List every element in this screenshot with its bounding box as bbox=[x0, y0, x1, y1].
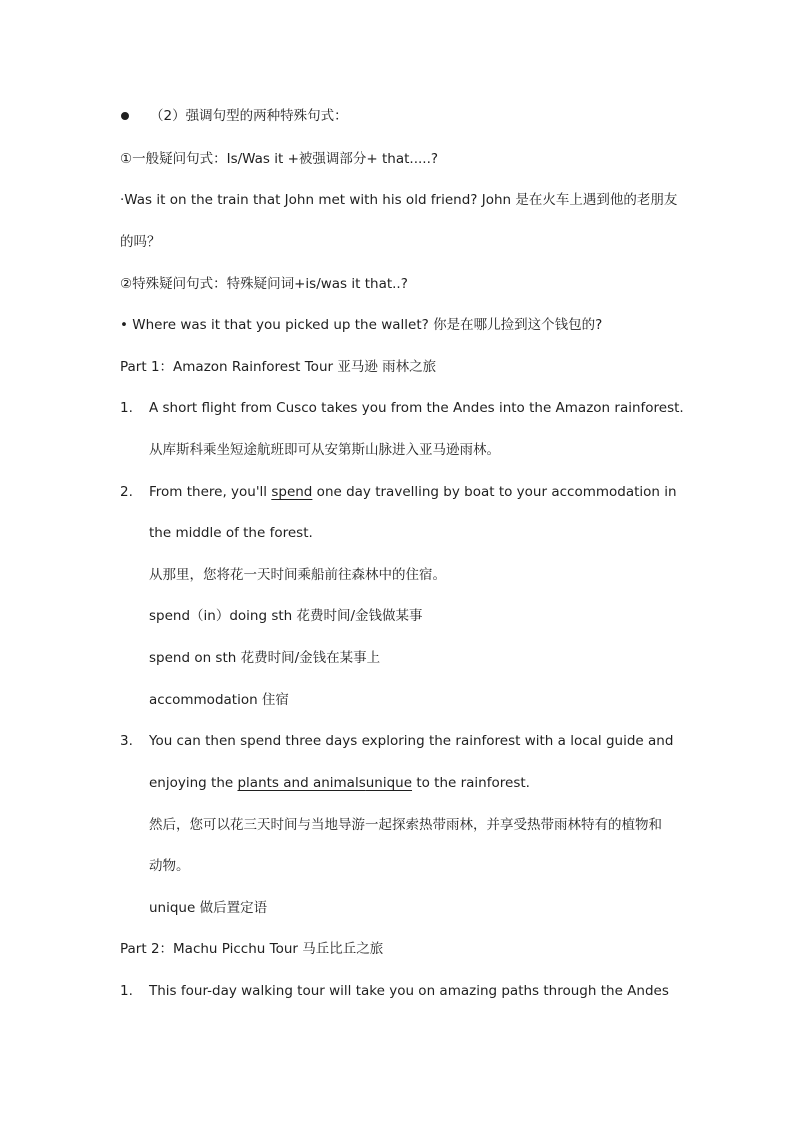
list-number-1: 1. bbox=[120, 400, 133, 416]
underlined-spend: spend bbox=[271, 484, 313, 500]
part1-item2-en: From there, you'll spend one day travelling by boat to your accommodation in bbox=[149, 484, 677, 500]
part1-item1-en: A short flight from Cusco takes you from the Andes into the Amazon rainforest. bbox=[149, 400, 684, 416]
part1-item3-en: You can then spend three days exploring the rainforest with a local guide and bbox=[149, 733, 674, 749]
part-1-title: Part 1：Amazon Rainforest Tour 亚马逊 雨林之旅 bbox=[120, 359, 437, 375]
special-question-form: ②特殊疑问句式：特殊疑问词+is/was it that..? bbox=[120, 276, 408, 292]
underlined-plants-and-animals: plants and animals bbox=[237, 775, 366, 791]
heading-emphasis-special-forms: （2）强调句型的两种特殊句式： bbox=[150, 108, 348, 124]
note-spend-on: spend on sth 花费时间/金钱在某事上 bbox=[149, 650, 381, 666]
note-spend-doing: spend（in）doing sth 花费时间/金钱做某事 bbox=[149, 608, 423, 624]
part-2-title: Part 2：Machu Picchu Tour 马丘比丘之旅 bbox=[120, 941, 384, 957]
list-number-2: 2. bbox=[120, 484, 133, 500]
note-unique: unique 做后置定语 bbox=[149, 900, 268, 916]
example-sentence-1: ·Was it on the train that John met with his old friend? John 是在火车上遇到他的老朋友 bbox=[120, 192, 678, 208]
example-sentence-1-cont: 的吗？ bbox=[120, 234, 161, 250]
list-number-4: 1. bbox=[120, 983, 133, 999]
part1-item3-zh-cont: 动物。 bbox=[149, 858, 190, 874]
part1-item1-zh: 从库斯科乘坐短途航班即可从安第斯山脉进入亚马逊雨林。 bbox=[149, 442, 500, 458]
part1-item3-zh: 然后，您可以花三天时间与当地导游一起探索热带雨林，并享受热带雨林特有的植物和 bbox=[149, 817, 662, 833]
part2-item1-en: This four-day walking tour will take you on amazing paths through the Andes bbox=[149, 983, 669, 999]
underlined-unique: unique bbox=[365, 775, 413, 791]
part1-item3-en-cont: enjoying the plants and animalsunique to the rainforest. bbox=[149, 775, 530, 791]
example-sentence-2: • Where was it that you picked up the wallet? 你是在哪儿捡到这个钱包的? bbox=[120, 317, 603, 333]
part1-item2-en-cont: the middle of the forest. bbox=[149, 525, 313, 541]
list-number-3: 3. bbox=[120, 733, 133, 749]
bullet-dot-icon bbox=[121, 112, 129, 120]
note-accommodation: accommodation 住宿 bbox=[149, 692, 289, 708]
part1-item2-zh: 从那里，您将花一天时间乘船前往森林中的住宿。 bbox=[149, 567, 446, 583]
general-question-form: ①一般疑问句式：Is/Was it +被强调部分+ that.....? bbox=[120, 151, 439, 167]
